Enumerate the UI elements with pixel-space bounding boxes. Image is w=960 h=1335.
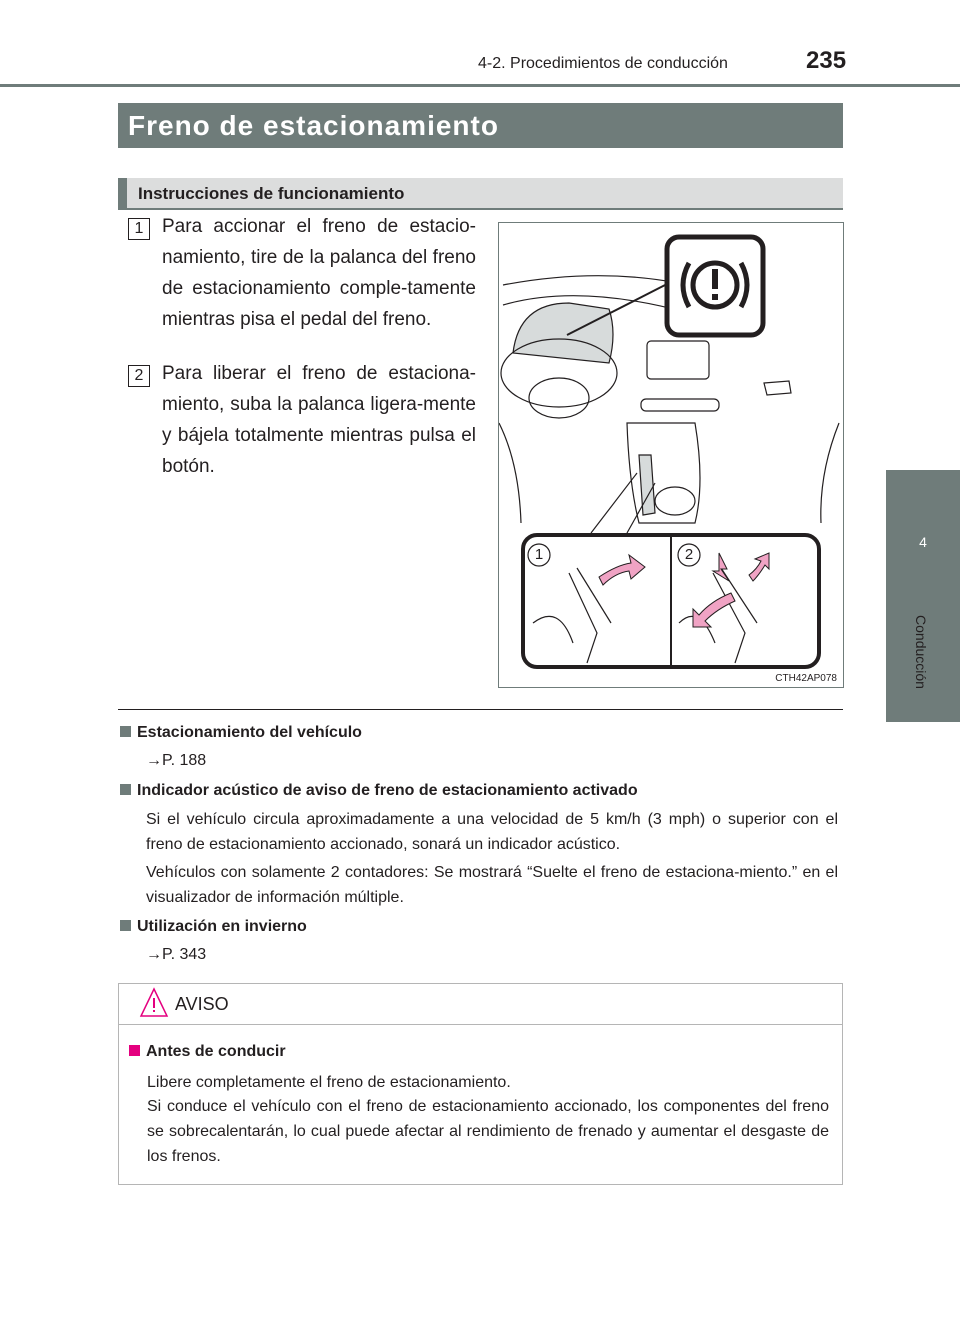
- subsection-header: [118, 178, 843, 210]
- warning-heading: [129, 1043, 286, 1061]
- warning-label: AVISO: [175, 994, 229, 1014]
- warning-header: [119, 984, 842, 1025]
- note-heading-3: [120, 918, 307, 936]
- note-heading-2-text: Indicador acústico de aviso de freno de estacionamiento activado: [137, 782, 638, 799]
- chapter-tab-label: Conducción: [913, 615, 929, 689]
- section-divider: [118, 709, 843, 710]
- subsection-bar: [118, 178, 127, 208]
- page-number: 235: [806, 47, 847, 74]
- figure-callout-2: 2: [684, 546, 694, 563]
- square-bullet-icon: [120, 726, 131, 737]
- square-bullet-icon: [120, 784, 131, 795]
- warning-text-2: Si conduce el vehículo con el freno de estacionamiento accionado, los componentes del freno se sobrecalentarán, lo cual puede afectar al rendimiento de frenado y aumentar el desgaste de los frenos.: [147, 1098, 829, 1165]
- note-text-2b: Vehículos con solamente 2 contadores: Se mostrará “Suelte el freno de estaciona-miento.” en el visualizador de información múltiple.: [146, 864, 838, 906]
- figure-callout-1: 1: [534, 546, 544, 563]
- note-ref-1: →P. 188: [146, 752, 207, 769]
- note-heading-1-text: Estacionamiento del vehículo: [137, 724, 362, 741]
- section-title: Freno de estacionamiento: [118, 103, 843, 148]
- header-rule: [0, 84, 960, 87]
- warning-triangle-icon: [139, 987, 169, 1019]
- note-heading-1: [120, 724, 362, 742]
- step-number-1: 1: [128, 218, 150, 240]
- note-ref-3: →P. 343: [146, 946, 207, 963]
- warning-box: [118, 983, 843, 1185]
- step-text-2: Para liberar el freno de estaciona-miento, suba la palanca ligera-mente y bájela totalmente mientras pulsa el botón.: [162, 363, 476, 477]
- note-heading-2: [120, 782, 638, 800]
- step-number-2: 2: [128, 365, 150, 387]
- note-text-2a: Si el vehículo circula aproximadamente a una velocidad de 5 km/h (3 mph) o superior con el freno de estacionamiento accionado, sonará un indicador acústico.: [146, 811, 838, 853]
- step-text-1: Para accionar el freno de estacio-namiento, tire de la palanca del freno de estacionamiento comple-tamente mientras pisa el pedal del freno.: [162, 216, 476, 330]
- subsection-title: Instrucciones de funcionamiento: [138, 184, 405, 203]
- dashboard-illustration: [499, 223, 843, 687]
- square-bullet-icon: [120, 920, 131, 931]
- figure-code: CTH42AP078: [775, 673, 837, 684]
- parking-brake-figure: [498, 222, 844, 688]
- chapter-tab-number: 4: [919, 534, 927, 550]
- warning-text-1: Libere completamente el freno de estacionamiento.: [147, 1074, 511, 1091]
- chapter-section-header: 4-2. Procedimientos de conducción: [478, 55, 728, 72]
- note-heading-3-text: Utilización en invierno: [137, 918, 307, 935]
- square-bullet-icon: [129, 1045, 140, 1056]
- warning-heading-text: Antes de conducir: [146, 1043, 286, 1060]
